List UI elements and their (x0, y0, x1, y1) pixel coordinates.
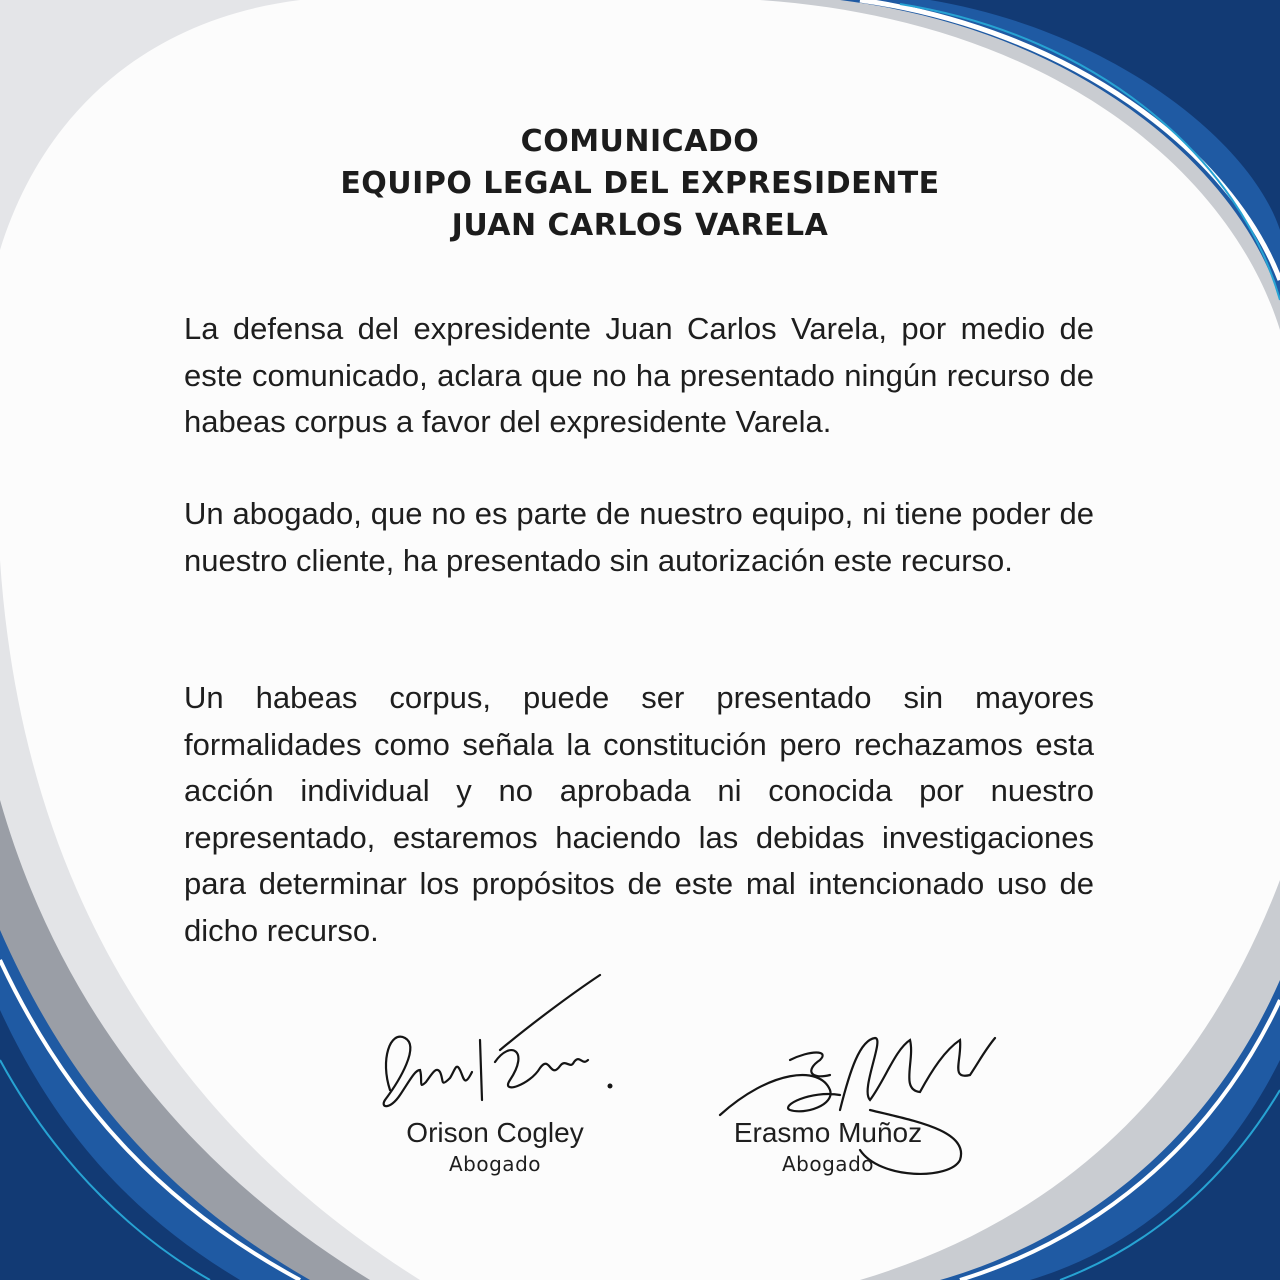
signature-block-1 (380, 1116, 610, 1178)
title-line-1: COMUNICADO (520, 124, 760, 159)
paragraph-3: Un habeas corpus, puede ser presentado sin mayores formalidades como señala la constitución pero rechazamos esta acción individual y no aprobada ni conocida por nuestro representado, estaremos haciendo las debidas investigaciones para determinar los propósitos de este mal intencionado uso de dicho recurso. (184, 680, 1094, 948)
signature-block-2 (718, 1116, 938, 1178)
title-line-2: EQUIPO LEGAL DEL EXPRESIDENTE (340, 166, 940, 201)
signer-name: Orison Cogley (406, 1117, 584, 1148)
signer-role: Abogado (782, 1152, 874, 1176)
signer-name: Erasmo Muñoz (733, 1117, 923, 1148)
title-line-3: JUAN CARLOS VARELA (451, 208, 829, 243)
signer-role: Abogado (449, 1152, 541, 1176)
signature-orison-cogley (360, 970, 640, 1120)
paragraph-1: La defensa del expresidente Juan Carlos Varela, por medio de este comunicado, aclara que no ha presentado ningún recurso de habeas corpus a favor del expresidente Varela. (184, 311, 1094, 439)
paragraph-2: Un abogado, que no es parte de nuestro equipo, ni tiene poder de nuestro cliente, ha presentado sin autorización este recurso. (184, 496, 1094, 578)
